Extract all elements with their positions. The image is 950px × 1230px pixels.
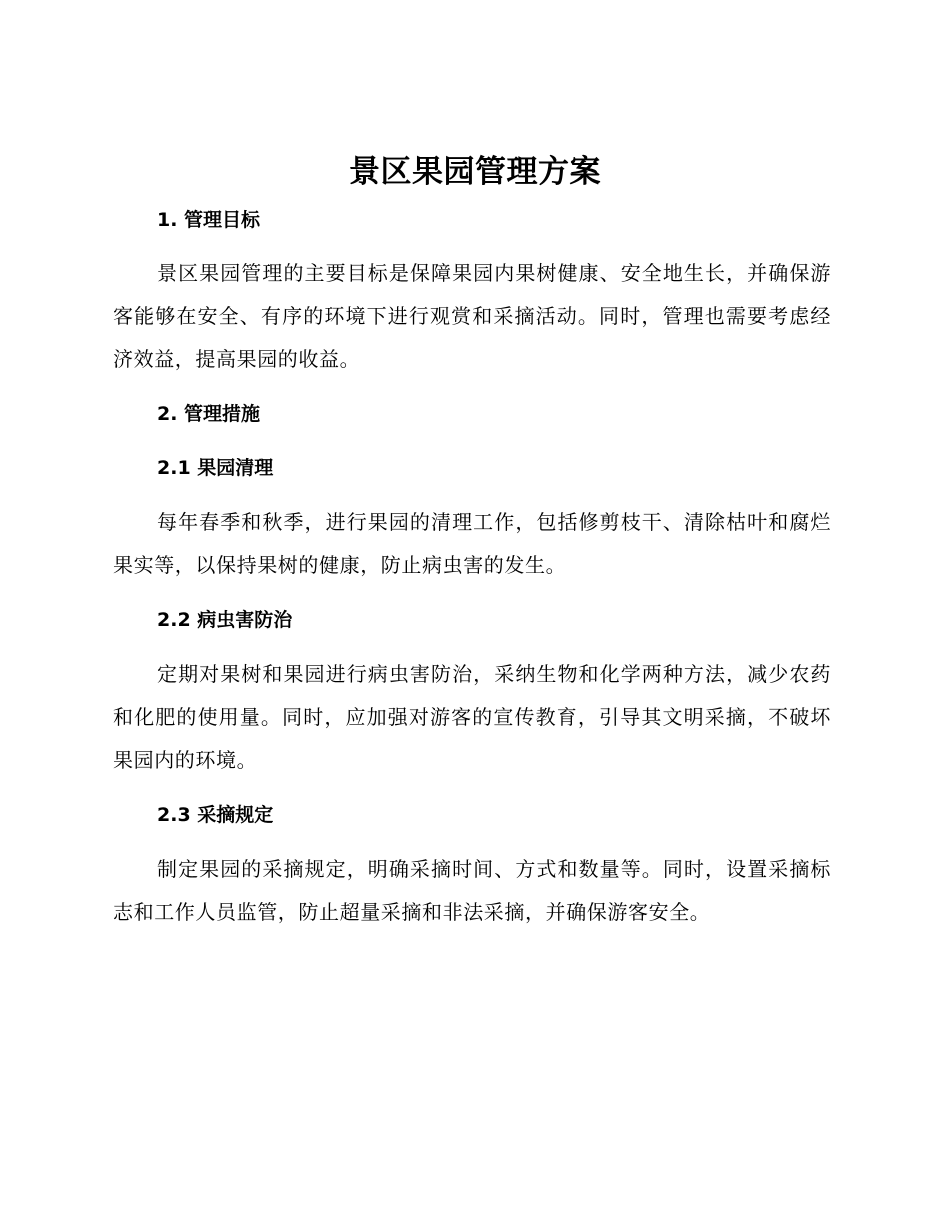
document-title: 景区果园管理方案 bbox=[349, 154, 601, 190]
paragraph-picking-rules: 制定果园的采摘规定，明确采摘时间、方式和数量等。同时，设置采摘标志和工作人员监管，防止超量采摘和非法采摘，并确保游客安全。 bbox=[113, 857, 831, 924]
section-heading-pest-control: 2.2 病虫害防治 bbox=[157, 609, 293, 631]
paragraph-cleaning: 每年春季和秋季，进行果园的清理工作，包括修剪枝干、清除枯叶和腐烂果实等，以保持果树的健康，防止病虫害的发生。 bbox=[113, 510, 831, 577]
section-heading-measures: 2. 管理措施 bbox=[157, 403, 261, 425]
section-heading-cleaning: 2.1 果园清理 bbox=[157, 457, 274, 479]
paragraph-goals: 景区果园管理的主要目标是保障果园内果树健康、安全地生长，并确保游客能够在安全、有序的环境下进行观赏和采摘活动。同时，管理也需要考虑经济效益，提高果园的收益。 bbox=[113, 261, 831, 371]
section-heading-goals: 1. 管理目标 bbox=[157, 209, 261, 231]
section-heading-picking-rules: 2.3 采摘规定 bbox=[157, 804, 274, 826]
paragraph-pest-control: 定期对果树和果园进行病虫害防治，采纳生物和化学两种方法，减少农药和化肥的使用量。同时，应加强对游客的宣传教育，引导其文明采摘，不破坏果园内的环境。 bbox=[113, 662, 831, 772]
